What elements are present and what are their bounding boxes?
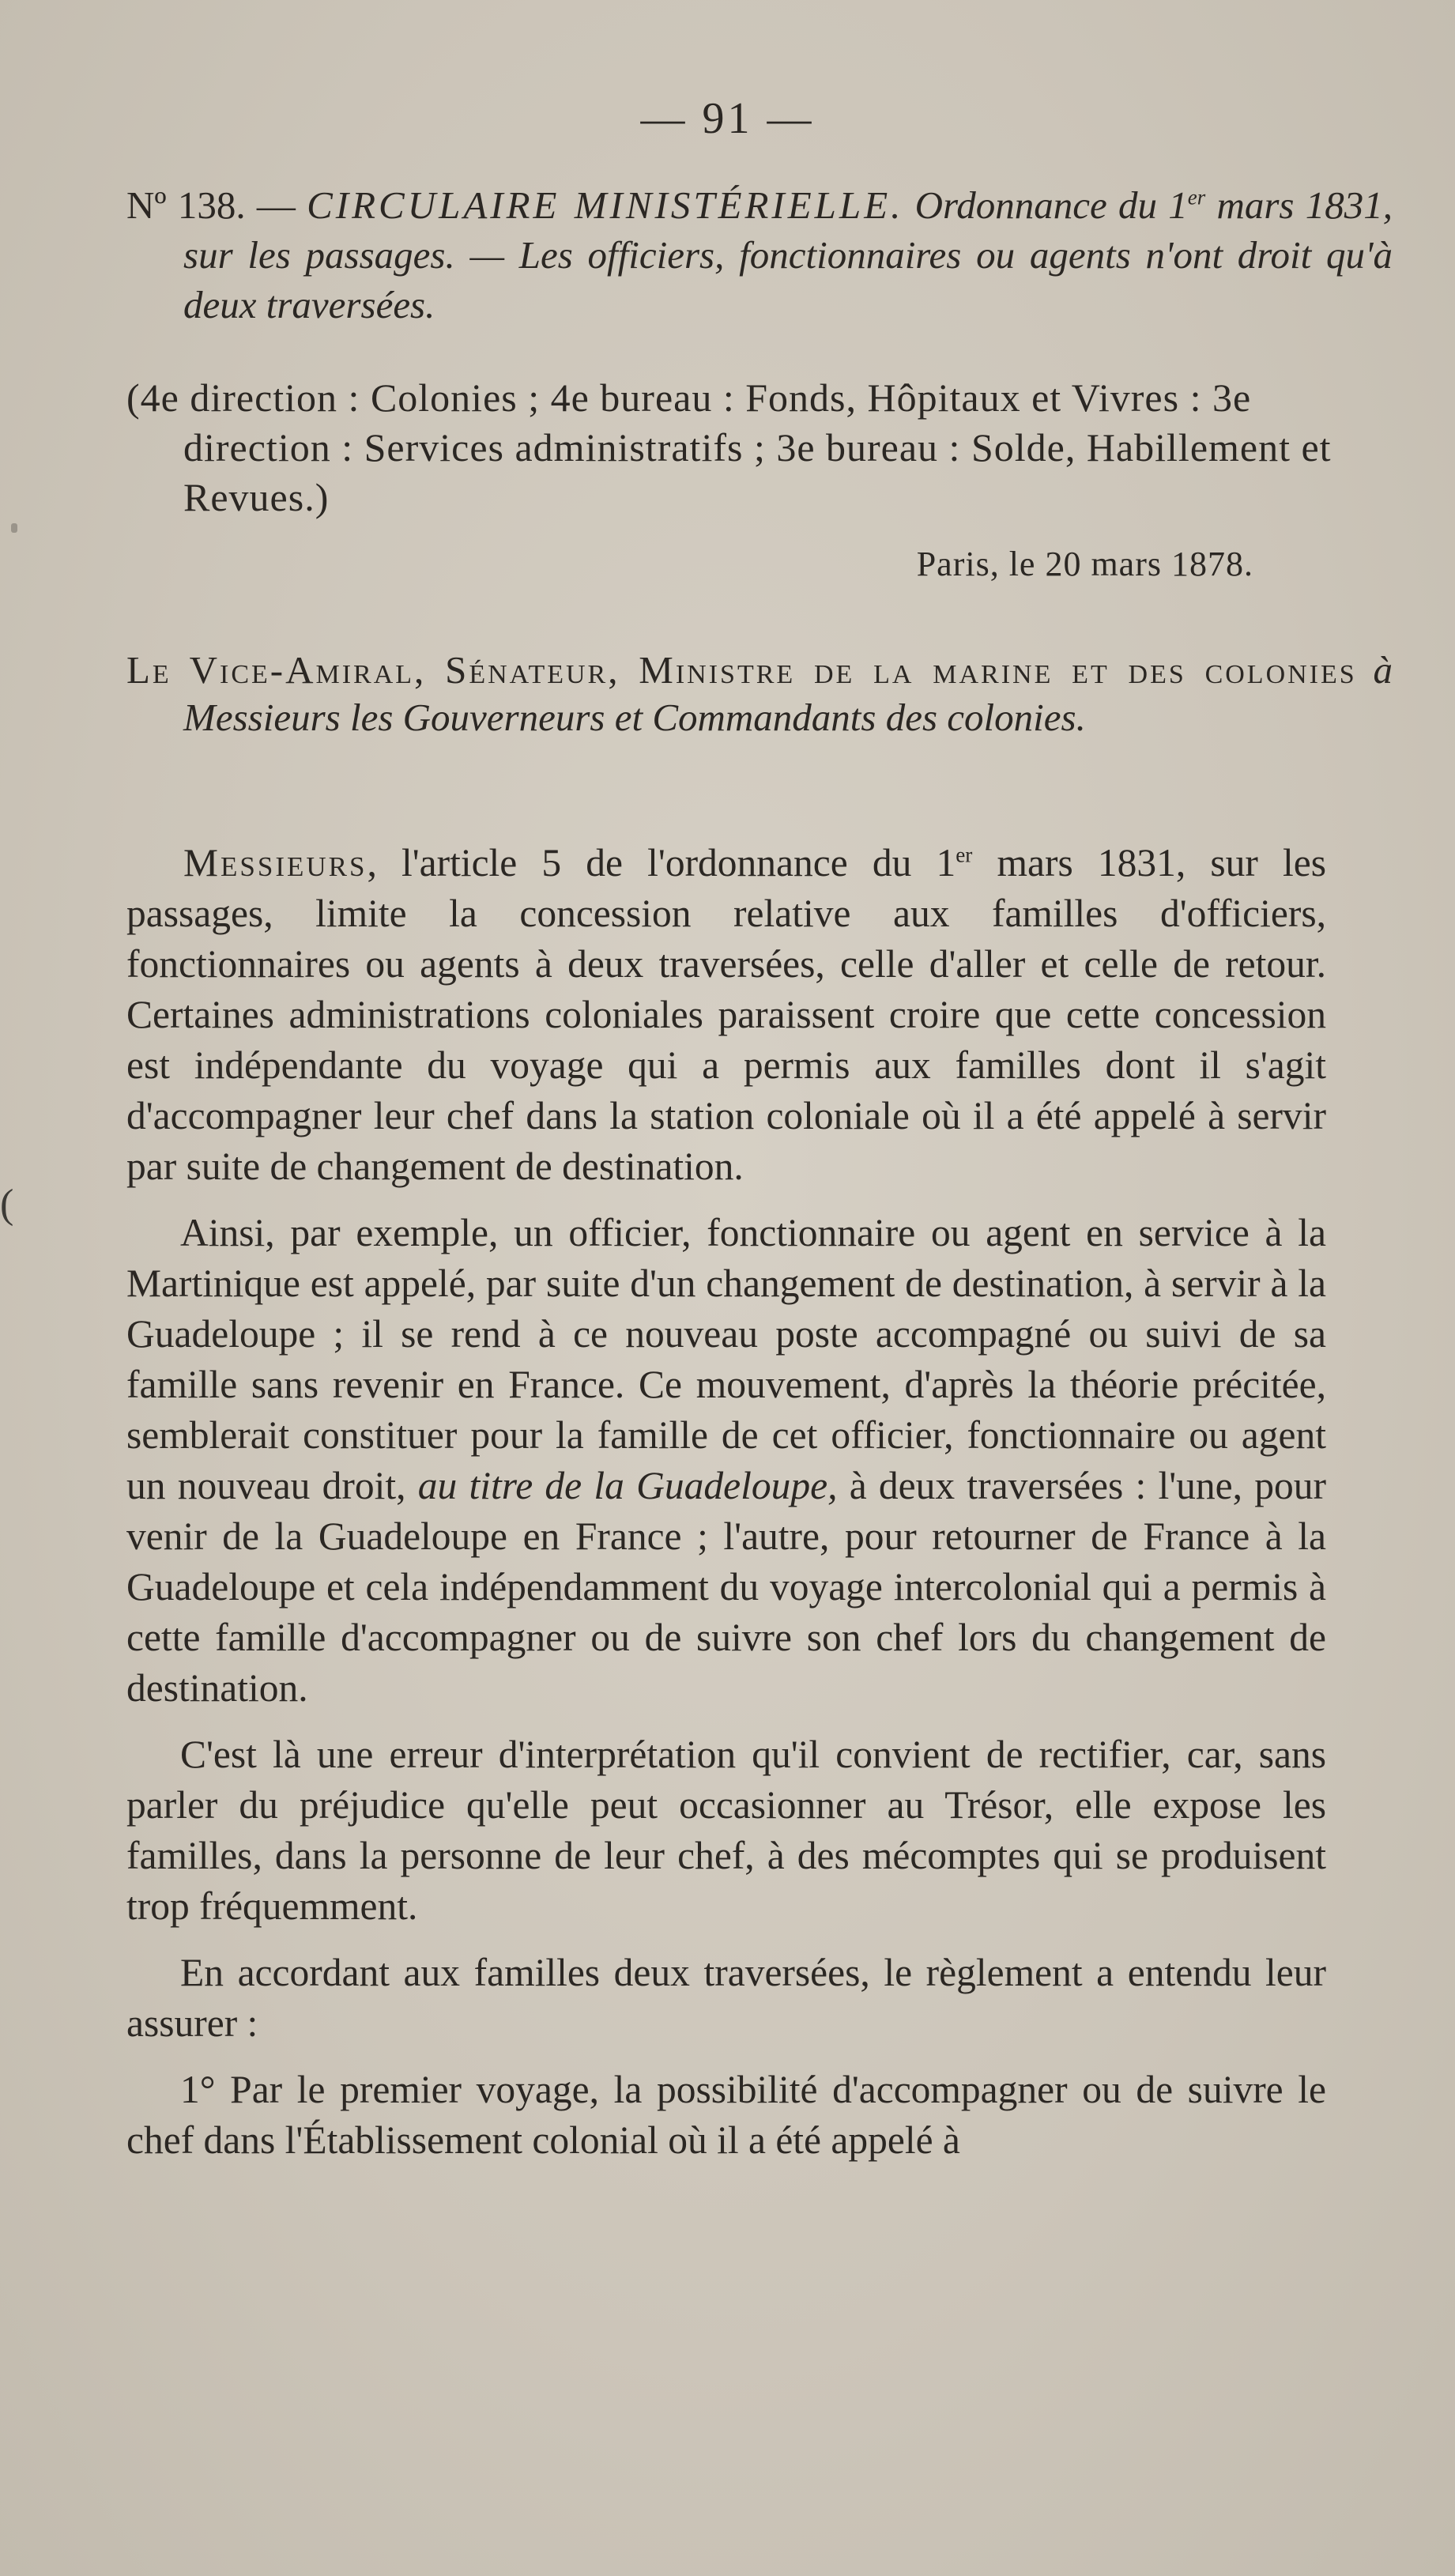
paragraph bbox=[126, 1948, 1326, 2049]
paragraph bbox=[126, 2065, 1326, 2166]
heading-summary-b: mars 1831, sur les passages. — Les officiers, fonctionnaires ou agents n'ont droit qu'à deux traversées. bbox=[183, 183, 1393, 326]
paragraph-italic: au titre de la Guadeloupe, bbox=[417, 1464, 838, 1507]
paragraph-text: mars 1831, sur les passages, limite la concession relative aux familles d'officiers, fonctionnaires ou agents à deux traversées, celle d'aller et celle de retour. Certaines administrations coloniales paraissent croire que cette concession est indépendante du voyage qui a permis aux familles dont il s'agit d'accompagner leur chef dans la station coloniale où il a été appelé à servir par suite de changement de destination. bbox=[126, 841, 1326, 1188]
paper-speck bbox=[11, 523, 17, 533]
page-number: — 91 — bbox=[640, 94, 815, 143]
minister-title: Le Vice-Amiral, Sénateur, Ministre de la marine et des colonies bbox=[126, 648, 1357, 692]
dateline: Paris, le 20 mars 1878. bbox=[916, 545, 1253, 583]
direction-note: (4e direction : Colonies ; 4e bureau : Fonds, Hôpitaux et Vivres : 3e direction : Services administratifs ; 3e bureau : Solde, Habillement et Revues.) bbox=[126, 375, 1332, 519]
paragraph bbox=[126, 1729, 1326, 1932]
circular-title: CIRCULAIRE MINISTÉRIELLE. bbox=[307, 183, 904, 227]
heading-sup: er bbox=[1187, 185, 1206, 209]
circular-heading bbox=[126, 180, 1393, 330]
paragraph-text: En accordant aux familles deux traversées, le règlement a entendu leur assurer : bbox=[126, 1951, 1326, 2045]
addressees: à Messieurs les Gouverneurs et Commandants des colonies. bbox=[183, 648, 1393, 739]
opening-word: Messieurs bbox=[183, 841, 368, 884]
paragraph-text: Ainsi, par exemple, un officier, fonctionnaire ou agent en service à la Martinique est appelé, par suite d'un changement de destination, à servir à la Guadeloupe ; il se rend à ce nouveau poste accompagné ou suivi de sa famille sans revenir en France. Ce mouvement, d'après la théorie précitée, semblerait constituer pour la famille de cet officier, fonctionnaire ou agent un nouveau droit, bbox=[126, 1211, 1326, 1507]
paragraph-text: C'est là une erreur d'interprétation qu'il convient de rectifier, car, sans parler du préjudice qu'elle peut occasionner au Trésor, elle expose les familles, dans la personne de leur chef, à des mécomptes qui se produisent trop fréquemment. bbox=[126, 1733, 1326, 1928]
paragraph-text: à deux traversées : l'une, pour venir de la Guadeloupe en France ; l'autre, pour retourner de France à la Guadeloupe et cela indépendamment du voyage intercolonial qui a permis à cette famille d'accompagner ou de suivre son chef lors du changement de destination. bbox=[126, 1464, 1326, 1710]
heading-summary-a: Ordonnance du 1 bbox=[914, 183, 1188, 227]
paragraph bbox=[126, 1208, 1326, 1714]
paragraph bbox=[126, 838, 1326, 1192]
letter-body bbox=[126, 838, 1326, 2182]
heading-dash: — bbox=[256, 183, 296, 227]
salutation bbox=[126, 647, 1393, 741]
paragraph-text: , l'article 5 de l'ordonnance du 1 bbox=[367, 841, 956, 884]
ordinal-sup: er bbox=[956, 843, 973, 867]
paragraph-text: 1° Par le premier voyage, la possibilité d'accompagner ou de suivre le chef dans l'Établissement colonial où il a été appelé à bbox=[126, 2068, 1326, 2162]
circular-number: Nº 138. bbox=[126, 183, 246, 227]
margin-mark: ( bbox=[0, 1182, 14, 1227]
